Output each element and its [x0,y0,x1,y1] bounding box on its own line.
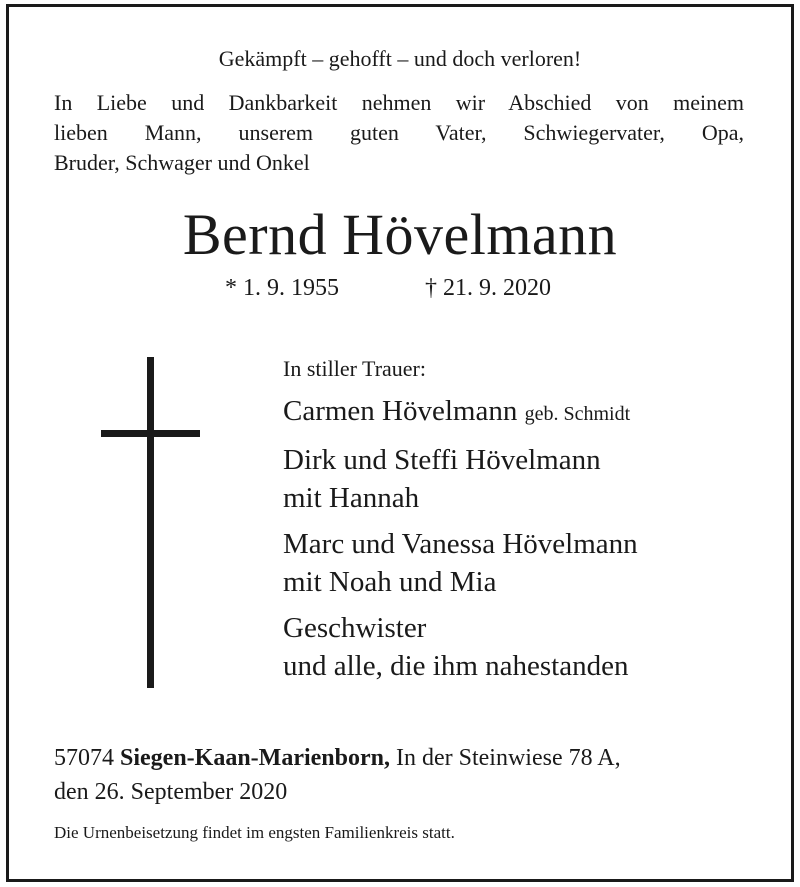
intro-line-2: lieben Mann, unserem guten Vater, Schwiegervater, Opa, [54,120,744,145]
funeral-note: Die Urnenbeisetzung findet im engsten Familienkreis statt. [54,823,455,842]
mourner-group-others [283,609,638,685]
mourner-children: mit Noah und Mia [283,566,497,598]
place: Siegen-Kaan-Marienborn, [120,745,390,771]
cross-vertical-bar [147,357,154,688]
intro-text [54,88,744,178]
deceased-name: Bernd Hövelmann [182,202,618,267]
birth-date: * 1. 9. 1955 [225,275,339,301]
intro-line-1: In Liebe und Dankbarkeit nehmen wir Abschied von meinem [54,90,744,115]
mourner-children: mit Hannah [283,482,420,514]
mourner-group-spouse [283,392,638,433]
mourner-line [283,392,638,433]
cross-horizontal-bar [101,430,200,437]
mourner-group-son-1 [283,441,638,517]
mourner-name: Marc und Vanessa Hövelmann [283,528,638,560]
mourner-others: und alle, die ihm nahestanden [283,650,629,682]
date-line: den 26. September 2020 [54,779,288,805]
mourner-group-son-2 [283,525,638,601]
motto: Gekämpft – gehofft – und doch verloren! [218,46,582,71]
street: In der Steinwiese 78 A, [396,745,621,771]
mourner-siblings: Geschwister [283,612,427,644]
mourning-label: In stiller Trauer: [283,356,426,381]
mourner-name: Dirk und Steffi Hövelmann [283,444,601,476]
mourners-list [283,392,638,693]
mourner-name: Carmen Hövelmann [283,395,518,427]
intro-line-3: Bruder, Schwager und Onkel [54,150,310,175]
maiden-name: geb. Schmidt [524,403,631,425]
death-date: † 21. 9. 2020 [425,275,551,301]
address-line [54,743,621,773]
postcode: 57074 [54,745,114,771]
